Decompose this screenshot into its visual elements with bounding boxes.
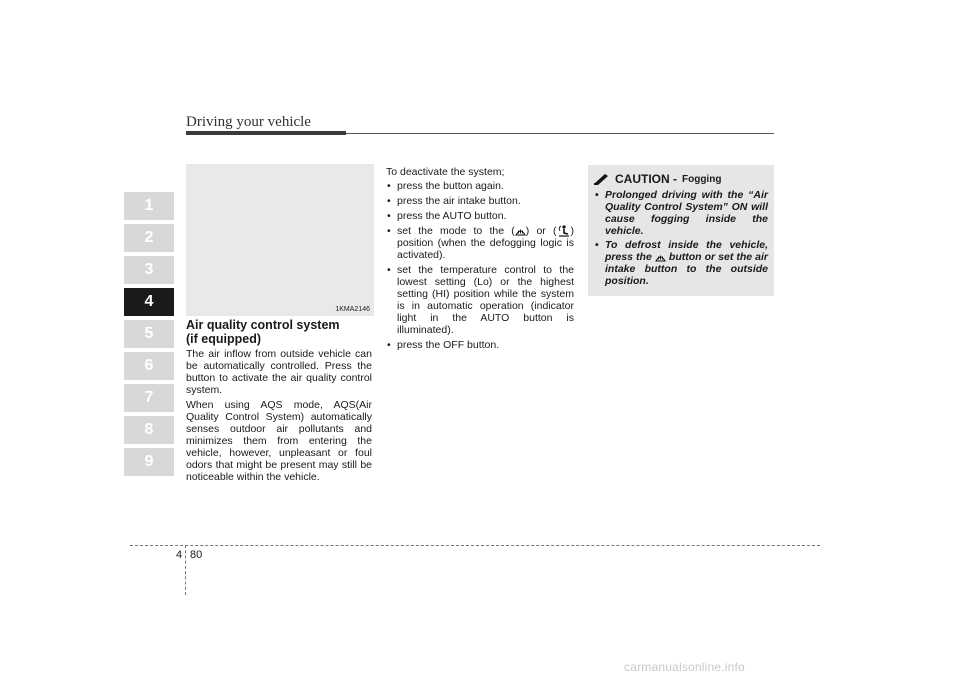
caution-topic: Fogging <box>682 173 722 185</box>
defrost-icon <box>515 226 526 237</box>
chapter-tab-2[interactable]: 2 <box>124 224 174 252</box>
list-item: • press the air intake button. <box>386 195 574 207</box>
deactivate-intro: To deactivate the system; <box>386 166 505 178</box>
list-item: • press the button again. <box>386 180 574 192</box>
caution-word: CAUTION - <box>615 172 677 186</box>
caution-text-b: button or set the air intake button to the outside position. <box>605 251 768 287</box>
page-header-title: Driving your vehicle <box>186 114 311 130</box>
caution-header <box>594 172 768 186</box>
chapter-tab-1[interactable]: 1 <box>124 192 174 220</box>
figure-id: 1KMA2146 <box>335 306 370 313</box>
left-paragraph-1: The air inflow from outside vehicle can be automatically controlled. Press the button to activate the air quality control system. <box>186 348 372 396</box>
left-paragraph-2: When using AQS mode, AQS(Air Quality Control System) automatically senses outdoor air pollutants and minimizes them from entering the vehicle, however, unpleasant or foul odors that might be present may still be noticeable within the vehicle. <box>186 399 372 483</box>
chapter-tab-6[interactable]: 6 <box>124 352 174 380</box>
section-title-line1: Air quality control system <box>186 318 340 332</box>
list-item: • press the OFF button. <box>386 339 574 351</box>
chapter-tab-9[interactable]: 9 <box>124 448 174 476</box>
mode-text-a: set the mode to the ( <box>397 225 515 237</box>
defrost-icon <box>655 252 666 263</box>
mode-text-b: ) or ( <box>525 225 557 237</box>
footer-page-number: 80 <box>190 549 203 561</box>
header-rule-thick <box>186 131 346 135</box>
footer-divider <box>185 545 186 595</box>
caution-text-a: To defrost inside the vehicle, press the <box>605 239 768 263</box>
caution-box <box>588 165 774 296</box>
caution-pencil-icon <box>594 173 610 185</box>
list-item <box>594 239 768 287</box>
deactivate-steps <box>386 180 574 354</box>
list-item: • press the AUTO button. <box>386 210 574 222</box>
mode-text-c: ) position (when the defogging logic is activated). <box>397 225 574 262</box>
section-title <box>186 318 376 346</box>
chapter-tab-7[interactable]: 7 <box>124 384 174 412</box>
figure-placeholder <box>186 164 374 316</box>
list-item: • set the temperature control to the lowest setting (Lo) or the highest setting (HI) position while the system is in automatic operation (indicator light in the AUTO button is illuminated). <box>386 264 574 336</box>
section-title-line2: (if equipped) <box>186 332 261 346</box>
chapter-tab-4[interactable]: 4 <box>124 288 174 316</box>
footer-rule <box>130 545 820 546</box>
chapter-tab-8[interactable]: 8 <box>124 416 174 444</box>
header-rule-thin <box>346 133 774 134</box>
chapter-tab-5[interactable]: 5 <box>124 320 174 348</box>
caution-list <box>594 189 768 287</box>
chapter-tab-3[interactable]: 3 <box>124 256 174 284</box>
chapter-tabs <box>124 192 174 480</box>
watermark-text: carmanualsonline.info <box>624 660 745 674</box>
list-item: • Prolonged driving with the “Air Quality Control System” ON will cause fogging inside the vehicle. <box>594 189 768 237</box>
footer-chapter-number: 4 <box>176 549 183 561</box>
list-item <box>386 225 574 261</box>
floor-defrost-icon <box>557 225 571 237</box>
